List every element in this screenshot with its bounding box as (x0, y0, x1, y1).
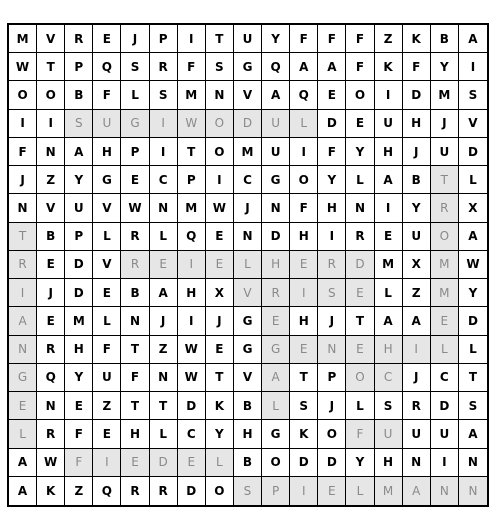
grid-cell[interactable]: F (346, 420, 374, 448)
grid-cell[interactable]: R (403, 392, 431, 420)
grid-cell[interactable]: Q (290, 81, 318, 109)
grid-cell[interactable]: K (375, 53, 403, 81)
grid-cell[interactable]: U (234, 25, 262, 53)
grid-cell[interactable]: H (290, 223, 318, 251)
grid-cell[interactable]: S (65, 110, 93, 138)
grid-cell[interactable]: I (9, 110, 37, 138)
grid-cell[interactable]: D (318, 449, 346, 477)
grid-cell[interactable]: Z (375, 25, 403, 53)
grid-cell[interactable]: E (346, 110, 374, 138)
grid-cell[interactable]: N (403, 449, 431, 477)
grid-cell[interactable]: F (121, 364, 149, 392)
grid-cell[interactable]: U (93, 110, 121, 138)
grid-cell[interactable]: R (150, 53, 178, 81)
grid-cell[interactable]: E (431, 307, 459, 335)
grid-cell[interactable]: N (431, 477, 459, 505)
grid-cell[interactable]: R (121, 477, 149, 505)
grid-cell[interactable]: Y (262, 25, 290, 53)
grid-cell[interactable]: R (37, 420, 65, 448)
grid-cell[interactable]: M (375, 477, 403, 505)
grid-cell[interactable]: E (65, 392, 93, 420)
grid-cell[interactable]: E (206, 251, 234, 279)
grid-cell[interactable]: Q (262, 53, 290, 81)
grid-cell[interactable]: P (65, 223, 93, 251)
grid-cell[interactable]: T (431, 166, 459, 194)
grid-cell[interactable]: I (318, 223, 346, 251)
grid-cell[interactable]: B (37, 223, 65, 251)
grid-cell[interactable]: T (37, 53, 65, 81)
grid-cell[interactable]: A (459, 25, 487, 53)
grid-cell[interactable]: W (206, 194, 234, 222)
grid-cell[interactable]: I (290, 279, 318, 307)
grid-cell[interactable]: O (206, 110, 234, 138)
grid-cell[interactable]: Y (318, 166, 346, 194)
grid-cell[interactable]: Y (65, 364, 93, 392)
grid-cell[interactable]: D (65, 251, 93, 279)
grid-cell[interactable]: H (93, 138, 121, 166)
grid-cell[interactable]: Y (403, 194, 431, 222)
grid-cell[interactable]: L (262, 392, 290, 420)
grid-cell[interactable]: N (206, 81, 234, 109)
grid-cell[interactable]: D (150, 449, 178, 477)
grid-cell[interactable]: I (375, 81, 403, 109)
grid-cell[interactable]: M (9, 25, 37, 53)
grid-cell[interactable]: C (234, 166, 262, 194)
grid-cell[interactable]: U (93, 364, 121, 392)
grid-cell[interactable]: L (150, 223, 178, 251)
grid-cell[interactable]: D (459, 138, 487, 166)
grid-cell[interactable]: W (178, 110, 206, 138)
grid-cell[interactable]: F (65, 449, 93, 477)
grid-cell[interactable]: U (262, 138, 290, 166)
grid-cell[interactable]: D (178, 392, 206, 420)
grid-cell[interactable]: P (178, 166, 206, 194)
grid-cell[interactable]: F (346, 25, 374, 53)
grid-cell[interactable]: S (459, 81, 487, 109)
grid-cell[interactable]: T (346, 307, 374, 335)
grid-cell[interactable]: A (9, 449, 37, 477)
grid-cell[interactable]: K (290, 420, 318, 448)
grid-cell[interactable]: E (9, 392, 37, 420)
grid-cell[interactable]: E (150, 251, 178, 279)
grid-cell[interactable]: O (262, 449, 290, 477)
grid-cell[interactable]: A (459, 223, 487, 251)
grid-cell[interactable]: U (431, 138, 459, 166)
grid-cell[interactable]: B (234, 449, 262, 477)
grid-cell[interactable]: D (431, 392, 459, 420)
grid-cell[interactable]: A (459, 420, 487, 448)
grid-cell[interactable]: Q (93, 477, 121, 505)
grid-cell[interactable]: O (346, 81, 374, 109)
grid-cell[interactable]: R (121, 251, 149, 279)
grid-cell[interactable]: X (403, 251, 431, 279)
grid-cell[interactable]: A (403, 477, 431, 505)
grid-cell[interactable]: L (346, 477, 374, 505)
grid-cell[interactable]: O (431, 223, 459, 251)
grid-cell[interactable]: S (234, 477, 262, 505)
grid-cell[interactable]: R (150, 477, 178, 505)
grid-cell[interactable]: A (9, 477, 37, 505)
grid-cell[interactable]: V (37, 194, 65, 222)
grid-cell[interactable]: V (234, 81, 262, 109)
grid-cell[interactable]: I (178, 251, 206, 279)
grid-cell[interactable]: I (178, 25, 206, 53)
grid-cell[interactable]: W (37, 449, 65, 477)
grid-cell[interactable]: J (431, 110, 459, 138)
grid-cell[interactable]: O (206, 138, 234, 166)
grid-cell[interactable]: P (262, 477, 290, 505)
grid-cell[interactable]: X (206, 279, 234, 307)
grid-cell[interactable]: O (318, 420, 346, 448)
grid-cell[interactable]: E (37, 307, 65, 335)
grid-cell[interactable]: Q (93, 53, 121, 81)
grid-cell[interactable]: H (290, 307, 318, 335)
grid-cell[interactable]: E (346, 336, 374, 364)
grid-cell[interactable]: H (318, 194, 346, 222)
grid-cell[interactable]: E (178, 449, 206, 477)
grid-cell[interactable]: S (290, 392, 318, 420)
grid-cell[interactable]: M (431, 251, 459, 279)
grid-cell[interactable]: T (206, 25, 234, 53)
grid-cell[interactable]: F (290, 25, 318, 53)
grid-cell[interactable]: L (9, 420, 37, 448)
grid-cell[interactable]: T (459, 364, 487, 392)
grid-cell[interactable]: F (290, 194, 318, 222)
grid-cell[interactable]: A (375, 166, 403, 194)
grid-cell[interactable]: I (206, 166, 234, 194)
grid-cell[interactable]: Z (37, 166, 65, 194)
grid-cell[interactable]: W (121, 194, 149, 222)
grid-cell[interactable]: Z (403, 279, 431, 307)
grid-cell[interactable]: F (318, 138, 346, 166)
grid-cell[interactable]: W (459, 251, 487, 279)
grid-cell[interactable]: E (346, 279, 374, 307)
grid-cell[interactable]: T (121, 392, 149, 420)
grid-cell[interactable]: Y (346, 449, 374, 477)
grid-cell[interactable]: E (318, 477, 346, 505)
grid-cell[interactable]: M (234, 138, 262, 166)
grid-cell[interactable]: B (403, 166, 431, 194)
grid-cell[interactable]: E (262, 307, 290, 335)
grid-cell[interactable]: E (206, 223, 234, 251)
grid-cell[interactable]: Z (65, 477, 93, 505)
grid-cell[interactable]: L (93, 307, 121, 335)
grid-cell[interactable]: N (346, 194, 374, 222)
grid-cell[interactable]: R (37, 336, 65, 364)
grid-cell[interactable]: G (93, 166, 121, 194)
grid-cell[interactable]: J (9, 166, 37, 194)
grid-cell[interactable]: E (318, 81, 346, 109)
grid-cell[interactable]: S (206, 53, 234, 81)
grid-cell[interactable]: J (318, 392, 346, 420)
grid-cell[interactable]: I (150, 138, 178, 166)
grid-cell[interactable]: S (375, 392, 403, 420)
grid-cell[interactable]: K (206, 392, 234, 420)
grid-cell[interactable]: I (178, 307, 206, 335)
grid-cell[interactable]: S (121, 53, 149, 81)
grid-cell[interactable]: Y (65, 166, 93, 194)
grid-cell[interactable]: W (178, 336, 206, 364)
grid-cell[interactable]: N (9, 194, 37, 222)
grid-cell[interactable]: C (150, 166, 178, 194)
grid-cell[interactable]: S (318, 279, 346, 307)
grid-cell[interactable]: F (65, 420, 93, 448)
grid-cell[interactable]: T (9, 223, 37, 251)
grid-cell[interactable]: D (178, 477, 206, 505)
grid-cell[interactable]: I (403, 336, 431, 364)
grid-cell[interactable]: P (65, 53, 93, 81)
grid-cell[interactable]: W (9, 53, 37, 81)
grid-cell[interactable]: U (65, 194, 93, 222)
grid-cell[interactable]: G (262, 420, 290, 448)
grid-cell[interactable]: T (206, 364, 234, 392)
grid-cell[interactable]: N (37, 138, 65, 166)
grid-cell[interactable]: T (121, 336, 149, 364)
grid-cell[interactable]: A (318, 53, 346, 81)
grid-cell[interactable]: H (375, 336, 403, 364)
grid-cell[interactable]: V (37, 25, 65, 53)
grid-cell[interactable]: U (375, 110, 403, 138)
grid-cell[interactable]: D (65, 279, 93, 307)
grid-cell[interactable]: L (150, 420, 178, 448)
grid-cell[interactable]: J (121, 25, 149, 53)
grid-cell[interactable]: M (375, 251, 403, 279)
grid-cell[interactable]: L (234, 251, 262, 279)
grid-cell[interactable]: N (121, 307, 149, 335)
grid-cell[interactable]: H (234, 420, 262, 448)
grid-cell[interactable]: B (121, 279, 149, 307)
grid-cell[interactable]: L (459, 166, 487, 194)
grid-cell[interactable]: O (9, 81, 37, 109)
grid-cell[interactable]: G (262, 166, 290, 194)
grid-cell[interactable]: S (459, 392, 487, 420)
grid-cell[interactable]: O (37, 81, 65, 109)
grid-cell[interactable]: E (290, 336, 318, 364)
grid-cell[interactable]: N (37, 392, 65, 420)
grid-cell[interactable]: E (290, 251, 318, 279)
grid-cell[interactable]: G (9, 364, 37, 392)
grid-cell[interactable]: J (403, 364, 431, 392)
grid-cell[interactable]: G (234, 336, 262, 364)
grid-cell[interactable]: M (178, 81, 206, 109)
grid-cell[interactable]: E (93, 279, 121, 307)
grid-cell[interactable]: P (318, 364, 346, 392)
grid-cell[interactable]: K (403, 25, 431, 53)
grid-cell[interactable]: B (431, 25, 459, 53)
grid-cell[interactable]: Y (206, 420, 234, 448)
grid-cell[interactable]: N (234, 223, 262, 251)
grid-cell[interactable]: V (459, 110, 487, 138)
grid-cell[interactable]: B (65, 81, 93, 109)
grid-cell[interactable]: L (346, 166, 374, 194)
grid-cell[interactable]: U (403, 223, 431, 251)
grid-cell[interactable]: M (65, 307, 93, 335)
grid-cell[interactable]: F (93, 81, 121, 109)
grid-cell[interactable]: C (431, 364, 459, 392)
grid-cell[interactable]: A (9, 307, 37, 335)
grid-cell[interactable]: E (37, 251, 65, 279)
grid-cell[interactable]: R (318, 251, 346, 279)
grid-cell[interactable]: L (290, 110, 318, 138)
grid-cell[interactable]: L (206, 449, 234, 477)
grid-cell[interactable]: R (9, 251, 37, 279)
grid-cell[interactable]: D (459, 307, 487, 335)
grid-cell[interactable]: M (178, 194, 206, 222)
grid-cell[interactable]: U (403, 420, 431, 448)
grid-cell[interactable]: D (403, 81, 431, 109)
grid-cell[interactable]: G (234, 53, 262, 81)
grid-cell[interactable]: F (403, 53, 431, 81)
grid-cell[interactable]: F (9, 138, 37, 166)
grid-cell[interactable]: F (318, 25, 346, 53)
grid-cell[interactable]: L (121, 81, 149, 109)
grid-cell[interactable]: O (290, 166, 318, 194)
grid-cell[interactable]: K (37, 477, 65, 505)
grid-cell[interactable]: T (150, 392, 178, 420)
grid-cell[interactable]: U (262, 110, 290, 138)
grid-cell[interactable]: G (121, 110, 149, 138)
grid-cell[interactable]: R (262, 279, 290, 307)
grid-cell[interactable]: F (178, 53, 206, 81)
grid-cell[interactable]: C (178, 420, 206, 448)
grid-cell[interactable]: O (346, 364, 374, 392)
grid-cell[interactable]: V (93, 194, 121, 222)
grid-cell[interactable]: Y (346, 138, 374, 166)
grid-cell[interactable]: R (431, 194, 459, 222)
grid-cell[interactable]: R (346, 223, 374, 251)
grid-cell[interactable]: H (375, 449, 403, 477)
grid-cell[interactable]: A (150, 279, 178, 307)
grid-cell[interactable]: L (459, 336, 487, 364)
grid-cell[interactable]: P (121, 138, 149, 166)
grid-cell[interactable]: E (121, 449, 149, 477)
grid-cell[interactable]: D (346, 251, 374, 279)
grid-cell[interactable]: J (318, 307, 346, 335)
grid-cell[interactable]: N (459, 477, 487, 505)
grid-cell[interactable]: N (262, 194, 290, 222)
grid-cell[interactable]: M (431, 81, 459, 109)
grid-cell[interactable]: U (431, 420, 459, 448)
grid-cell[interactable]: N (459, 449, 487, 477)
grid-cell[interactable]: U (375, 420, 403, 448)
grid-cell[interactable]: H (403, 110, 431, 138)
grid-cell[interactable]: D (290, 449, 318, 477)
grid-cell[interactable]: I (459, 53, 487, 81)
grid-cell[interactable]: T (290, 364, 318, 392)
grid-cell[interactable]: I (93, 449, 121, 477)
grid-cell[interactable]: V (234, 364, 262, 392)
grid-cell[interactable]: Y (431, 53, 459, 81)
grid-cell[interactable]: G (234, 307, 262, 335)
grid-cell[interactable]: F (93, 336, 121, 364)
grid-cell[interactable]: D (234, 110, 262, 138)
grid-cell[interactable]: G (262, 336, 290, 364)
grid-cell[interactable]: F (346, 53, 374, 81)
grid-cell[interactable]: A (290, 53, 318, 81)
grid-cell[interactable]: L (93, 223, 121, 251)
grid-cell[interactable]: J (234, 194, 262, 222)
grid-cell[interactable]: V (93, 251, 121, 279)
grid-cell[interactable]: H (375, 138, 403, 166)
grid-cell[interactable]: N (318, 336, 346, 364)
grid-cell[interactable]: M (431, 279, 459, 307)
grid-cell[interactable]: A (65, 138, 93, 166)
grid-cell[interactable]: C (375, 364, 403, 392)
grid-cell[interactable]: V (234, 279, 262, 307)
grid-cell[interactable]: L (431, 336, 459, 364)
grid-cell[interactable]: S (150, 81, 178, 109)
grid-cell[interactable]: H (178, 279, 206, 307)
grid-cell[interactable]: E (375, 223, 403, 251)
grid-cell[interactable]: A (262, 364, 290, 392)
grid-cell[interactable]: O (206, 477, 234, 505)
grid-cell[interactable]: I (375, 194, 403, 222)
grid-cell[interactable]: J (150, 307, 178, 335)
grid-cell[interactable]: D (262, 223, 290, 251)
grid-cell[interactable]: I (150, 110, 178, 138)
grid-cell[interactable]: N (9, 336, 37, 364)
grid-cell[interactable]: Z (150, 336, 178, 364)
grid-cell[interactable]: H (121, 420, 149, 448)
grid-cell[interactable]: R (121, 223, 149, 251)
grid-cell[interactable]: P (150, 25, 178, 53)
grid-cell[interactable]: D (318, 110, 346, 138)
grid-cell[interactable]: N (150, 194, 178, 222)
grid-cell[interactable]: I (37, 110, 65, 138)
grid-cell[interactable]: H (65, 336, 93, 364)
grid-cell[interactable]: I (9, 279, 37, 307)
grid-cell[interactable]: J (37, 279, 65, 307)
grid-cell[interactable]: E (206, 336, 234, 364)
grid-cell[interactable]: L (375, 279, 403, 307)
word-search-grid (7, 23, 489, 507)
grid-cell[interactable]: R (65, 25, 93, 53)
grid-cell[interactable]: E (121, 166, 149, 194)
grid-cell[interactable]: A (262, 81, 290, 109)
grid-cell[interactable]: Q (37, 364, 65, 392)
grid-cell[interactable]: Y (459, 279, 487, 307)
grid-cell[interactable]: J (206, 307, 234, 335)
grid-cell[interactable]: T (178, 138, 206, 166)
grid-cell[interactable]: B (234, 392, 262, 420)
grid-cell[interactable]: H (262, 251, 290, 279)
grid-cell[interactable]: A (403, 307, 431, 335)
grid-cell[interactable]: L (346, 392, 374, 420)
grid-cell[interactable]: E (93, 420, 121, 448)
grid-cell[interactable]: J (403, 138, 431, 166)
grid-cell[interactable]: Z (93, 392, 121, 420)
grid-cell[interactable]: N (150, 364, 178, 392)
grid-cell[interactable]: X (459, 194, 487, 222)
grid-cell[interactable]: I (290, 477, 318, 505)
grid-cell[interactable]: I (290, 138, 318, 166)
grid-cell[interactable]: A (375, 307, 403, 335)
grid-cell[interactable]: W (178, 364, 206, 392)
grid-cell[interactable]: E (93, 25, 121, 53)
grid-cell[interactable]: Q (178, 223, 206, 251)
grid-cell[interactable]: I (431, 449, 459, 477)
